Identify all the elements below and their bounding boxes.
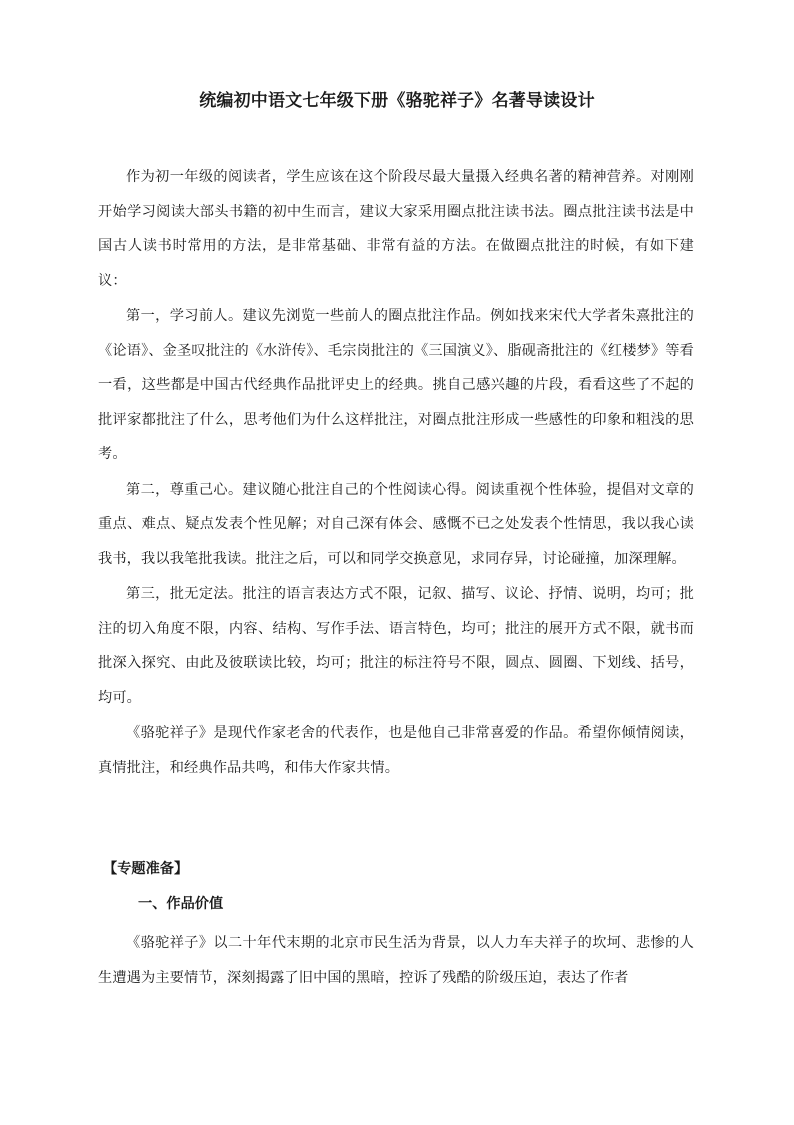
intro-body: [98, 160, 694, 785]
paragraph-third-point: 第三，批无定法。批注的语言表达方式不限，记叙、描写、议论、抒情、说明，均可；批注的切入角度不限，内容、结构、写作手法、语言特色，均可；批注的展开方式不限，就书而批深入探究、由此及彼联读比较，均可；批注的标注符号不限，圆点、圆圈、下划线、括号，均可。: [98, 586, 694, 706]
section-heading: 【专题准备】: [103, 861, 189, 877]
work-value-body: [98, 926, 694, 995]
paragraph-work-value: 《骆驼祥子》以二十年代末期的北京市民生活为背景，以人力车夫祥子的坎坷、悲惨的人生遭遇为主要情节，深刻揭露了旧中国的黑暗，控诉了残酷的阶级压迫，表达了作者: [98, 935, 694, 986]
paragraph-second-point: 第二，尊重己心。建议随心批注自己的个性阅读心得。阅读重视个性体验，提倡对文章的重点、难点、疑点发表个性见解；对自己深有体会、感慨不已之处发表个性情思，我以我心读我书，我以我笔批我读。批注之后，可以和同学交换意见，求同存异，讨论碰撞，加深理解。: [98, 481, 694, 567]
paragraph-intro: 作为初一年级的阅读者，学生应该在这个阶段尽最大量摄入经典名著的精神营养。对刚刚开始学习阅读大部头书籍的初中生而言，建议大家采用圈点批注读书法。圈点批注读书法是中国古人读书时常用的方法，是非常基础、非常有益的方法。在做圈点批注的时候，有如下建议：: [98, 169, 694, 289]
document-title: 统编初中语文七年级下册《骆驼祥子》名著导读设计: [199, 91, 595, 111]
sub-heading: 一、作品价值: [138, 896, 224, 912]
paragraph-first-point: 第一，学习前人。建议先浏览一些前人的圈点批注作品。例如找来宋代大学者朱熹批注的《论语》、金圣叹批注的《水浒传》、毛宗岗批注的《三国演义》、脂砚斋批注的《红楼梦》等看一看，这些都是中国古代经典作品批评史上的经典。挑自己感兴趣的片段，看看这些了不起的批评家都批注了什么，思考他们为什么这样批注，对圈点批注形成一些感性的印象和粗浅的思考。: [98, 308, 694, 462]
paragraph-closing: 《骆驼祥子》是现代作家老舍的代表作，也是他自己非常喜爱的作品。希望你倾情阅读，真情批注，和经典作品共鸣，和伟大作家共情。: [98, 725, 694, 776]
